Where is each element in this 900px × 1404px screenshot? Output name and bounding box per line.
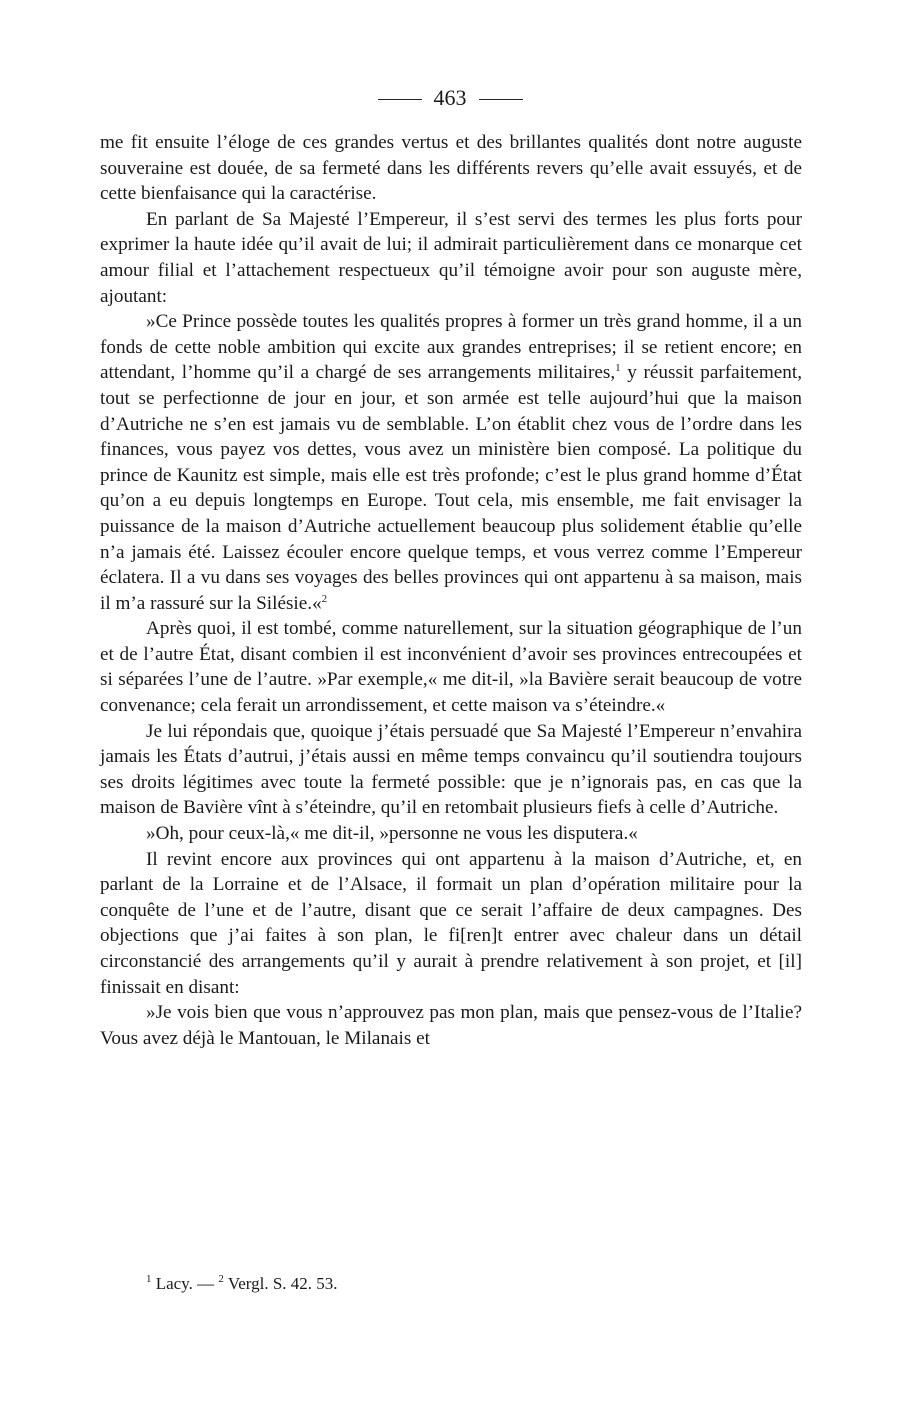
paragraph-text: Je lui répondais que, quoique j’étais persuadé que Sa Majesté l’Empereur n’envahira jamais les États d’autrui, j’étais aussi en même temps convaincu qu’il soutiendra toujours ses droits légitimes avec toute la fermeté possible: que je n’ignorais pas, en cas que la maison de Bavière vînt à s’éteindre, qu’il en retombait plusieurs fiefs à celle d’Autriche. xyxy=(100,720,802,819)
paragraph-text: »Oh, pour ceux-là,« me dit-il, »personne ne vous les disputera.« xyxy=(146,823,638,845)
header-dash-right xyxy=(479,99,523,100)
paragraph xyxy=(100,821,802,847)
footnote-1-text: Lacy. — xyxy=(151,1274,219,1293)
paragraph-text: Après quoi, il est tombé, comme naturellement, sur la situation géographique de l’un et de l’autre État, disant combien il est inconvénient d’avoir ses provinces entrecoupées et si séparées l’une de l’autre. »Par exemple,« me dit-il, »la Bavière serait beaucoup de votre convenance; cela ferait un arrondissement, et cette maison va s’éteindre.« xyxy=(100,618,802,717)
paragraph-text: me fit ensuite l’éloge de ces grandes vertus et des brillantes qualités dont notre auguste souveraine est douée, de sa fermeté dans les différents revers qu’elle avait essuyés, et de cette bienfaisance qui la caractérise. xyxy=(100,132,802,205)
paragraph xyxy=(100,616,802,718)
paragraph xyxy=(100,207,802,309)
paragraph-text: Il revint encore aux provinces qui ont appartenu à la maison d’Autriche, et, en parlant de la Lorraine et de l’Alsace, il formait un plan d’opération militaire pour la conquête de l’une et de l’autre, disant que ce serait l’affaire de deux campagnes. Des objections que j’ai faites à son plan, le fi[ren]t entrer avec chaleur dans un détail circonstancié des arrangements qu’il y aurait à prendre relativement à son projet, et [il] finissait en disant: xyxy=(100,848,802,998)
paragraph xyxy=(100,130,802,207)
page-number: 463 xyxy=(433,85,467,110)
paragraph-text: En parlant de Sa Majesté l’Empereur, il s’est servi des termes les plus forts pour exprimer la haute idée qu’il avait de lui; il admirait particulièrement dans ce monarque cet amour filial et l’attachement respectueux qu’il témoigne avoir pour son auguste mère, ajoutant: xyxy=(100,208,802,307)
footnote-2-text: Vergl. S. 42. 53. xyxy=(223,1274,338,1293)
paragraph xyxy=(100,847,802,1001)
body-text xyxy=(100,130,802,1051)
paragraph xyxy=(100,309,802,616)
paragraph xyxy=(100,719,802,821)
paragraph xyxy=(100,1000,802,1051)
footnotes xyxy=(100,1272,802,1296)
paragraph-text: »Je vois bien que vous n’approuvez pas mon plan, mais que pensez-vous de l’Italie? Vous avez déjà le Mantouan, le Milanais et xyxy=(100,1002,802,1049)
footnote-ref: 1 xyxy=(615,362,621,375)
footnote-1-marker: 1 xyxy=(146,1273,152,1285)
paragraph-text: y réussit parfaitement, tout se perfectionne de jour en jour, et son armée est telle aujourd’hui que la maison d’Autriche ne s’en est jamais vu de semblable. L’on établit chez vous de l’ordre dans les finances, vous payez vos dettes, vous avez un ministère bien composé. La politique du prince de Kaunitz est simple, mais elle est très profonde; c’est le plus grand homme d’État qu’on a eu depuis longtemps en Europe. Tout cela, mis ensemble, me fait envisager la puissance de la maison d’Autriche actuellement beaucoup plus solidement établie qu’elle n’a jamais été. Laissez écouler encore quelque temps, et vous verrez comme l’Empereur éclatera. Il a vu dans ses voyages des belles provinces qui ont appartenu à sa maison, mais il m’a rassuré sur la Silésie.« xyxy=(100,362,803,614)
header-dash-left xyxy=(378,99,422,100)
footnote-2-marker: 2 xyxy=(218,1273,224,1285)
footnote-ref: 2 xyxy=(321,592,328,605)
paragraph-text: »Ce Prince possède toutes les qualités propres à former un très grand homme, il a un fonds de cette noble ambition qui excite aux grandes entreprises; il se retient encore; en attendant, l’homme qu’il a chargé de ses arrangements militaires, xyxy=(100,311,802,384)
page-header xyxy=(0,84,900,112)
